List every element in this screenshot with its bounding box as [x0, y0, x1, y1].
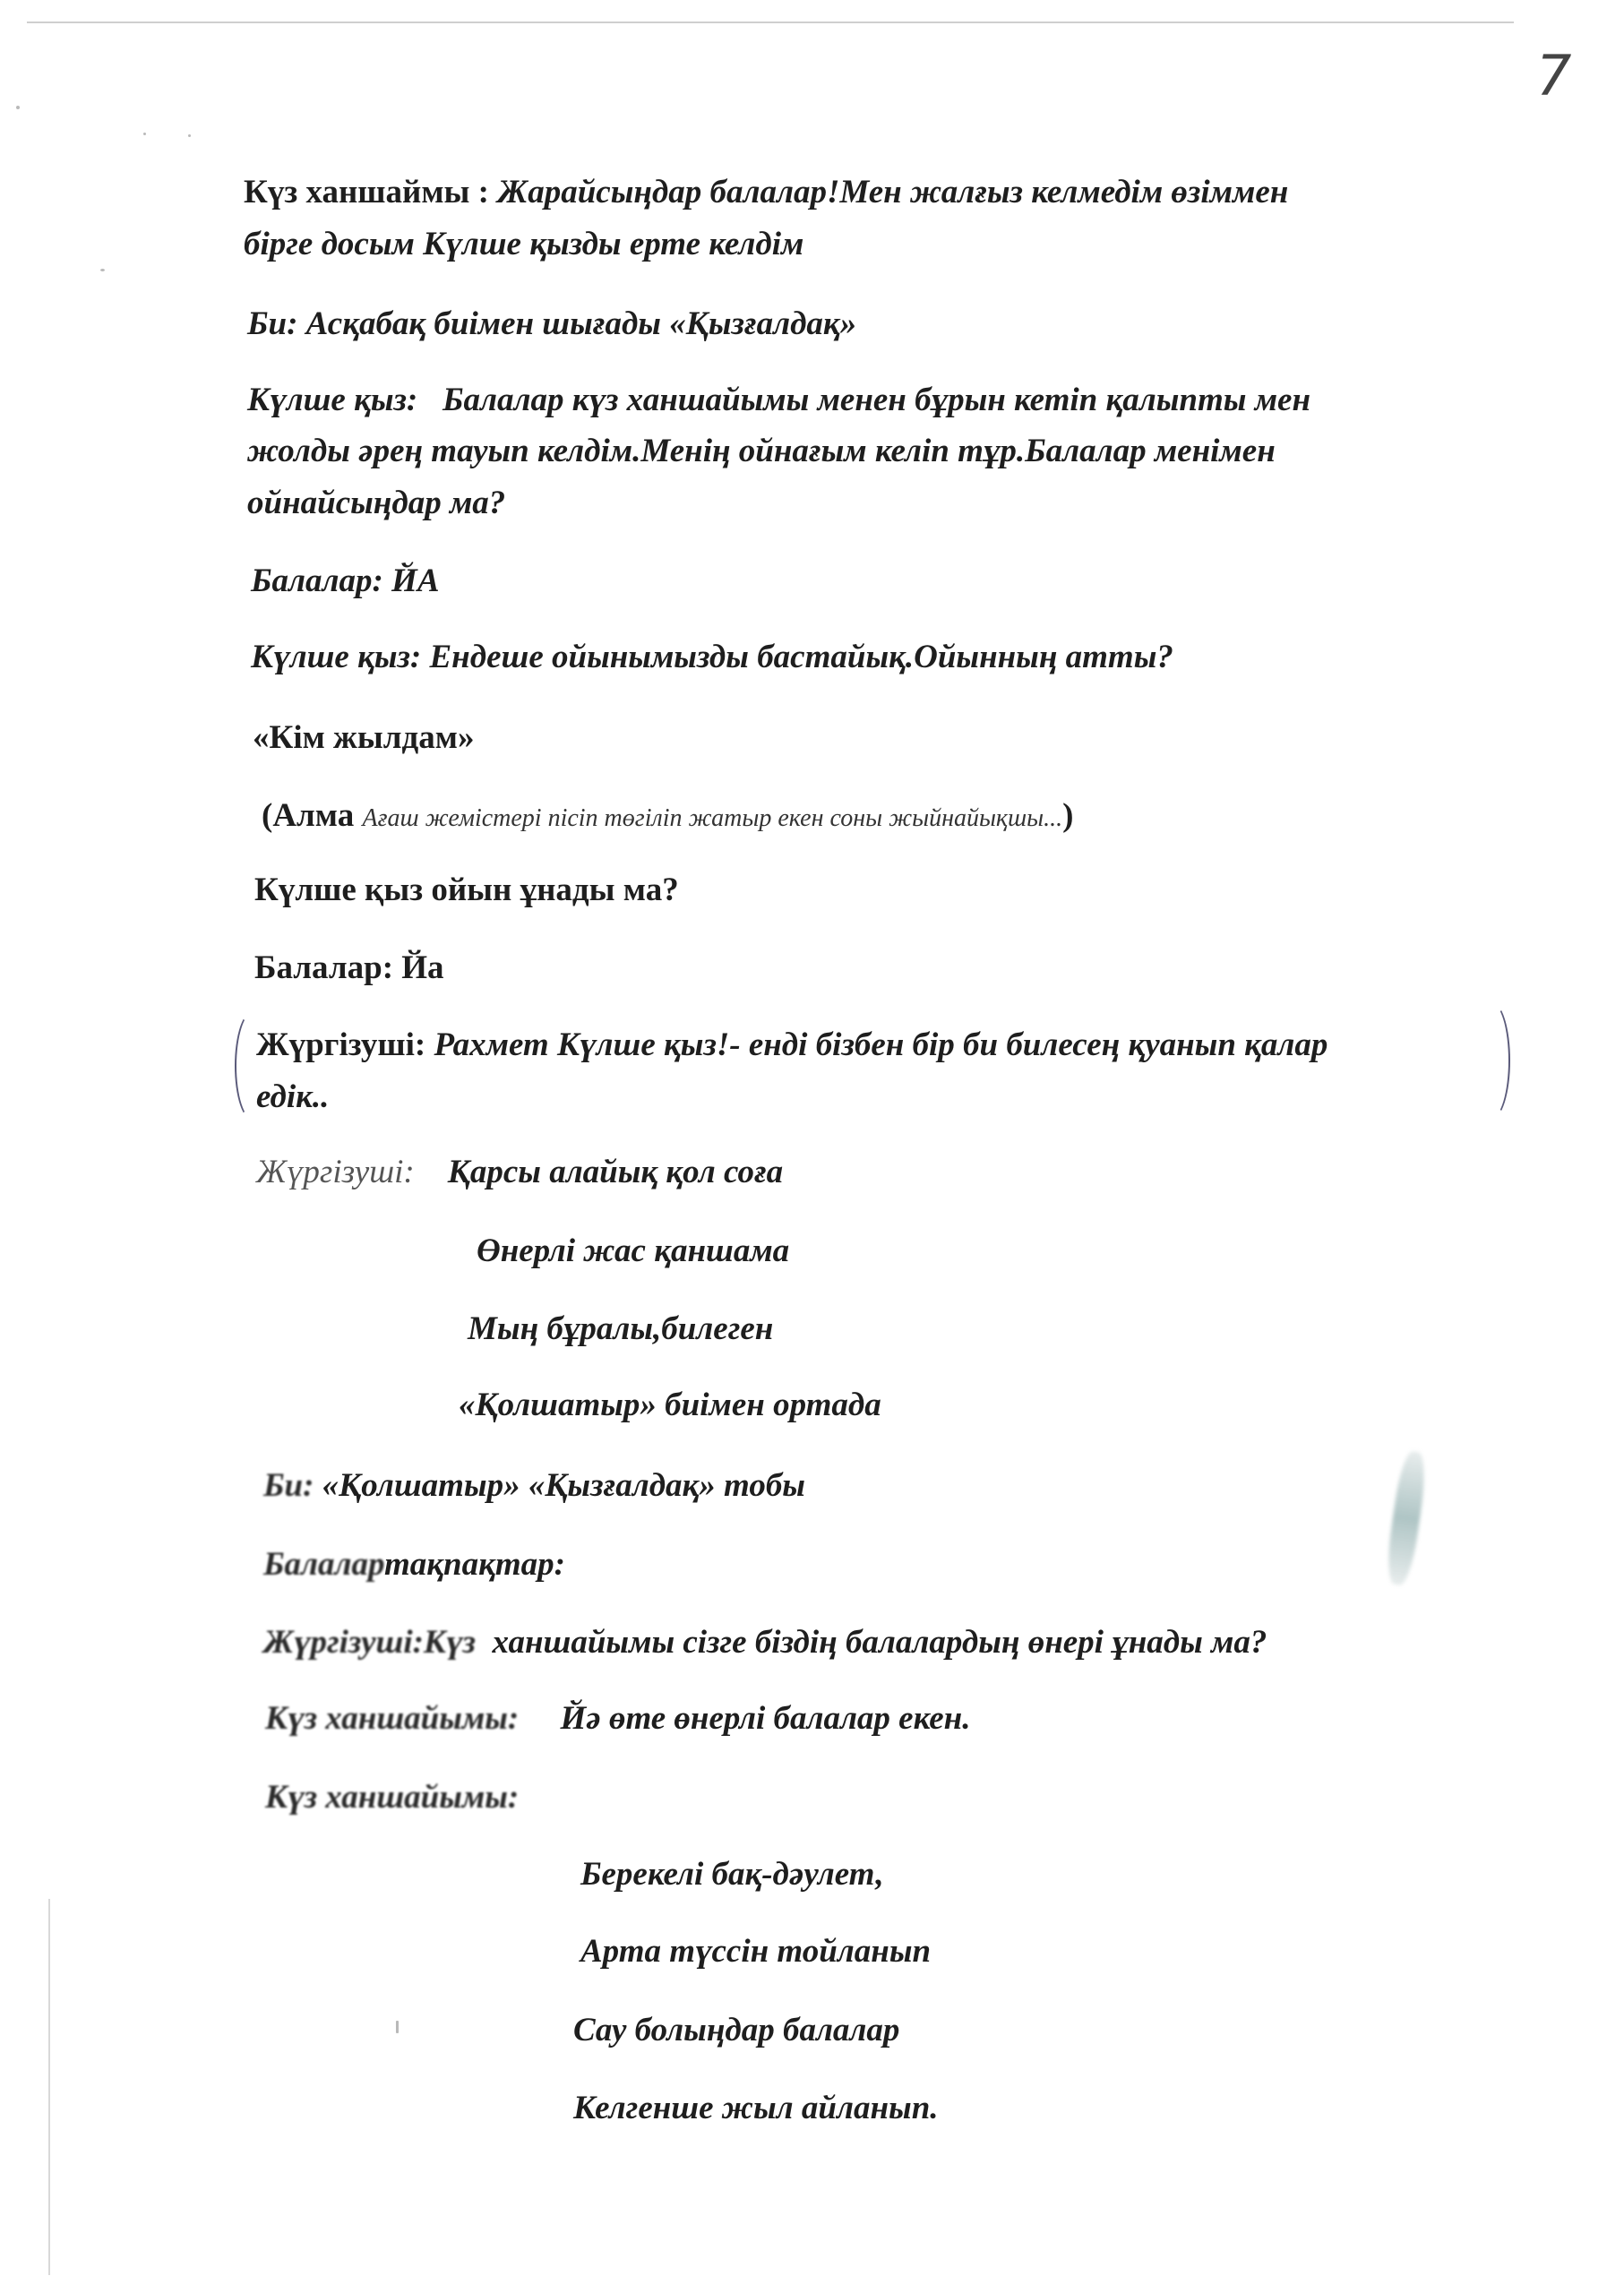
speaker-label: Жүргізуші:: [256, 1154, 415, 1190]
speech-text: Балалар күз ханшайымы менен бұрын кетіп қалыпты мен: [443, 382, 1311, 418]
handwritten-bracket: [1473, 1001, 1510, 1120]
dance-label: Би:: [263, 1467, 314, 1504]
speech-text: Йә өте өнерлі балалар екен.: [560, 1700, 971, 1737]
scan-speck: [16, 106, 20, 109]
poem-text: Келгенше жыл айланып.: [573, 2090, 939, 2126]
text-line: [256, 1019, 1328, 1071]
dance-text: Асқабақ биімен шығады «Қызғалдақ»: [305, 305, 857, 342]
poem-line: Сау болыңдар балалар: [573, 2012, 900, 2048]
poem-line: Берекелі бақ-дәулет,: [580, 1856, 884, 1893]
scan-speck: [100, 269, 105, 271]
text-line: Күлше қыз ойын ұнады ма?: [254, 872, 679, 908]
scan-speck: [188, 134, 191, 137]
page-number: 7: [1536, 43, 1572, 108]
speech-text: тақпақтар:: [384, 1546, 565, 1583]
speech-text: ханшайымы сізге біздің балалардың өнері ұнады ма?: [492, 1624, 1267, 1661]
text-line: [256, 1146, 783, 1198]
closing-paren: ): [1062, 797, 1074, 834]
text-line: [247, 374, 1310, 426]
poem-line: «Қолшатыр» биімен ортада: [459, 1387, 881, 1423]
poem-line: Арта түссін тойланып: [580, 1933, 932, 1970]
dance-label: Би:: [247, 305, 298, 342]
text-line: ойнайсыңдар ма?: [247, 485, 506, 521]
text-line: [244, 167, 1288, 219]
text-line: [263, 1617, 1267, 1669]
text-line: [262, 790, 1073, 845]
text-line: едік..: [256, 1078, 330, 1115]
speaker-label: Күз ханшайымы:: [265, 1700, 520, 1737]
text-line: бірге досым Күлше қызды ерте келдім: [244, 226, 804, 262]
speaker-label: Күз ханшаймы :: [244, 174, 489, 210]
ink-smudge: [1384, 1450, 1430, 1587]
text-line: Күз ханшайымы:: [265, 1779, 520, 1816]
scan-speck: [396, 2021, 399, 2033]
speaker-label: Балалар: [263, 1546, 384, 1583]
text-line: Балалар: ЙА: [251, 563, 440, 599]
scan-speck: [143, 133, 146, 135]
poem-line: Өнерлі жас қаншама: [477, 1232, 790, 1269]
text-line: Күлше қыз: Ендеше ойынымызды бастайық.Ойынның атты?: [251, 639, 1173, 675]
text-line: [263, 1539, 565, 1591]
text-line: Балалар: Йа: [254, 949, 444, 986]
speaker-label: Жүргізуші:: [256, 1026, 426, 1063]
game-label: (Алма: [262, 797, 355, 834]
speech-text: Жарайсыңдар балалар!Мен жалғыз келмедім өзіммен: [497, 174, 1289, 210]
poem-line: [573, 2083, 939, 2134]
text-line: жолды әрең тауып келдім.Менің ойнағым келіп тұр.Балалар менімен: [247, 433, 1276, 469]
poem-line: Мың бұралы,билеген: [468, 1310, 774, 1347]
left-edge-line: [48, 1899, 50, 2275]
text-line: «Кім жылдам»: [253, 719, 475, 756]
text-line: [265, 1693, 970, 1745]
text-line: [263, 1460, 805, 1512]
speaker-label: Жүргізуші:Күз: [263, 1624, 476, 1661]
dance-text: «Қолшатыр» «Қызғалдақ» тобы: [322, 1467, 805, 1504]
poem-line: Қарсы алайық қол соға: [447, 1154, 784, 1190]
speaker-label: Күлше қыз:: [247, 382, 418, 418]
game-instruction: Ағаш жемістері пісіп төгіліп жатыр екен соны жыйнайықшы...: [362, 804, 1063, 832]
text-line: [247, 298, 856, 350]
speech-text: Рахмет Күлше қыз!- енді бізбен бір би билесең қуанып қалар: [434, 1026, 1328, 1063]
top-edge-line: [27, 21, 1514, 23]
